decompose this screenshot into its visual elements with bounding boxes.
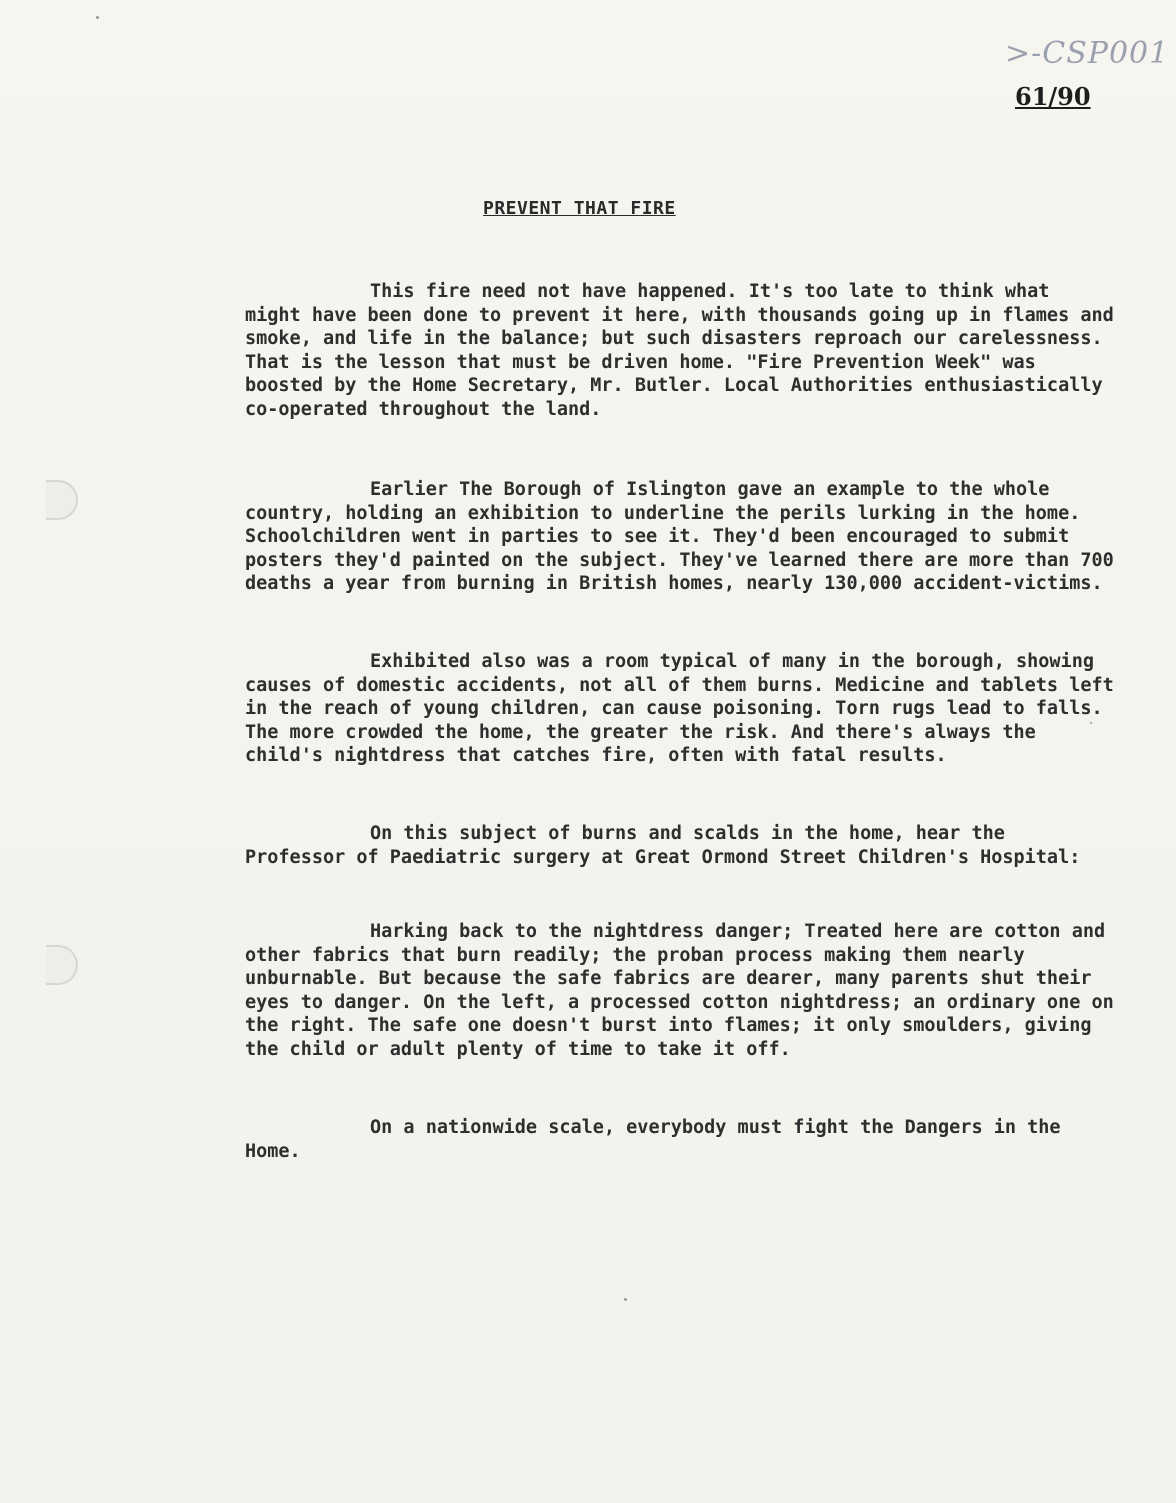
scan-speck <box>96 16 99 19</box>
paragraph-4: On this subject of burns and scalds in the home, hear the Professor of Paediatric surgery at Great Ormond Street Children's Hospital: <box>245 823 1081 868</box>
paragraph-2: Earlier The Borough of Islington gave an example to the whole country, holding an exhibition to underline the perils lurking in the home. Schoolchildren went in parties to see it. They'd been encouraged to submit posters they'd painted on the subject. They've learned there are more than 700 deaths a year from burning in British homes, nearly 130,000 accident-victims. <box>245 479 1114 594</box>
binder-hole-top <box>46 480 78 520</box>
paragraph-3: Exhibited also was a room typical of many in the borough, showing causes of domestic accidents, not all of them burns. Medicine and tablets left in the reach of young children, can cause poisoning. Torn rugs lead to falls. The more crowded the home, the greater the risk. And there's always the child's nightdress that catches fire, often with fatal results. <box>245 651 1114 766</box>
document-number: 61/90 <box>1015 82 1091 111</box>
scan-speck <box>624 1298 627 1301</box>
binder-hole-bottom <box>46 945 78 985</box>
document-title: PREVENT THAT FIRE <box>483 198 676 219</box>
handwritten-reference: >-CSP001 <box>1005 36 1170 71</box>
scan-speck <box>1090 722 1092 724</box>
paragraph-6: On a nationwide scale, everybody must fight the Dangers in the Home. <box>245 1117 1061 1162</box>
paragraph-1: This fire need not have happened. It's too late to think what might have been done to prevent it here, with thousands going up in flames and smoke, and life in the balance; but such disasters reproach our carelessness. That is the lesson that must be driven home. "Fire Prevention Week" was boosted by the Home Secretary, Mr. Butler. Local Authorities enthusiastically co-operated throughout the land. <box>245 281 1114 420</box>
paragraph-5: Harking back to the nightdress danger; Treated here are cotton and other fabrics that burn readily; the proban process making them nearly unburnable. But because the safe fabrics are dearer, many parents shut their eyes to danger. On the left, a processed cotton nightdress; an ordinary one on the right. The safe one doesn't burst into flames; it only smoulders, giving the child or adult plenty of time to take it off. <box>245 921 1114 1060</box>
